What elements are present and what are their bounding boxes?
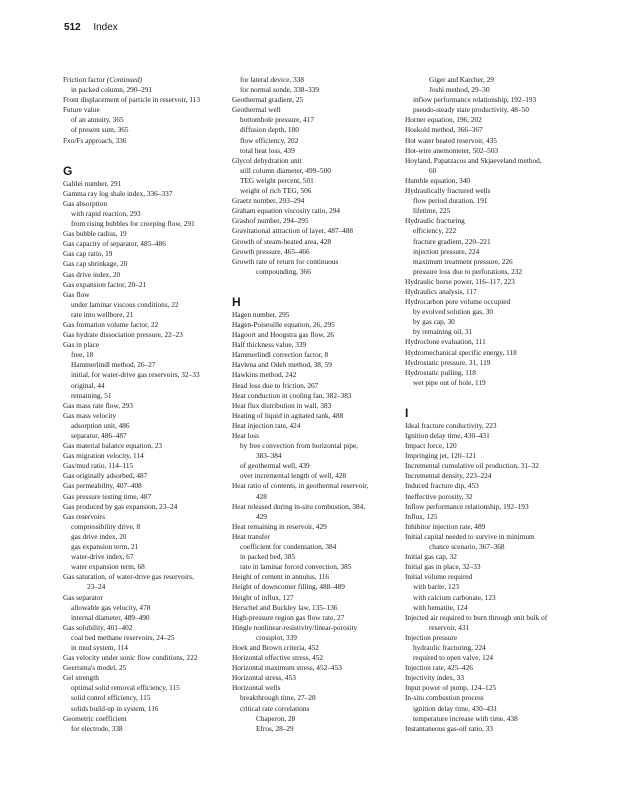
index-entry: Gas cap shrinkage, 20	[63, 259, 128, 269]
index-entry: Impringing jet, 120–121	[405, 451, 477, 461]
index-subentry: with calcium carbonate, 123	[413, 592, 496, 602]
index-entry: High-pressure region gas flow rate, 27	[232, 612, 345, 622]
index-subentry: 429	[256, 511, 267, 521]
index-subentry: fracture gradient, 220–221	[413, 236, 491, 246]
index-entry: Hydrostatic pressure, 31, 119	[405, 357, 491, 367]
index-entry: Hagen number, 295	[232, 309, 290, 319]
index-entry: Hoyland, Papatzacos and Skjaeveland method,	[405, 155, 542, 165]
index-entry: Induced fracture dip, 453	[405, 481, 479, 491]
index-entry: Humble equation, 340	[405, 175, 471, 185]
index-entry: Inflow performance relationship, 192–193	[405, 501, 529, 511]
index-subentry: rate into wellbore, 21	[71, 309, 134, 319]
index-subentry: efficiency, 222	[413, 226, 457, 236]
index-subentry: 428	[256, 491, 267, 501]
index-entry: Heat remaining in reservoir, 429	[232, 521, 327, 531]
index-subentry: chance scenario, 367–368	[429, 542, 505, 552]
index-entry: Hagen-Poiseuille equation, 26, 295	[232, 319, 335, 329]
index-subentry: temperature increase with time, 438	[413, 713, 518, 723]
index-entry: Horizontal wells	[232, 683, 281, 693]
index-subentry: of an annuity, 365	[71, 115, 124, 125]
index-entry: Gel strength	[63, 673, 99, 683]
section-gap	[405, 388, 587, 404]
index-subentry: 60	[429, 165, 437, 175]
index-subentry: with hematite, 124	[413, 602, 468, 612]
index-entry: Hot water heated reservoir, 435	[405, 135, 497, 145]
index-subentry: by free convection from horizontal pipe,	[240, 441, 358, 451]
index-entry: Hoek and Brown criteria, 452	[232, 642, 319, 652]
index-entry: Growth of steam-heated area, 428	[232, 236, 332, 246]
index-subentry: solids build-up in system, 116	[71, 703, 159, 713]
index-entry: Hingle nonlinear-resistivity/linear-porosity	[232, 622, 358, 632]
index-entry: Ineffective porosity, 32	[405, 491, 473, 501]
index-entry: Future value	[63, 105, 100, 115]
index-entry: Gas capacity of separator, 485–486	[63, 239, 166, 249]
index-entry: Injectivity index, 33	[405, 673, 464, 683]
index-entry: Injected air required to burn through unit bulk of	[405, 612, 548, 622]
index-subentry: compounding, 366	[256, 266, 311, 276]
index-entry: Growth rate of return for continuous	[232, 256, 339, 266]
index-entry: Heat loss	[232, 431, 259, 440]
index-subentry: in packed bed, 385	[240, 552, 296, 562]
index-subentry: in packed column, 290–291	[71, 85, 153, 95]
index-subentry: breakthrough time, 27–28	[240, 693, 316, 703]
index-subentry: by evolved solution gas, 30	[413, 307, 494, 317]
index-entry: Gas expansion factor, 20–21	[63, 279, 147, 289]
index-subentry: Giger and Karcher, 29	[429, 75, 494, 84]
index-entry: Initial gas cap, 32	[405, 552, 457, 562]
index-subentry: for electrode, 338	[71, 723, 123, 733]
index-subentry: separator, 486–487	[71, 431, 127, 440]
index-entry: Hydraulic fracturing	[405, 216, 465, 226]
index-entry: Hydraulic horse power, 116–117, 223	[405, 276, 515, 286]
index-subentry: optimal solid removal efficiency, 115	[71, 683, 180, 693]
index-subentry: diffusion depth, 180	[240, 125, 299, 135]
index-entry: Hydrocarbon pore volume occupied	[405, 297, 511, 307]
page-header	[64, 22, 118, 33]
index-entry: Incremental density, 223–224	[405, 471, 492, 481]
index-entry: Inhibitor injection rate, 489	[405, 521, 486, 531]
index-subentry: Efros, 28–29	[256, 723, 294, 733]
index-subentry: by gas cap, 30	[413, 317, 455, 327]
section-gap	[63, 146, 245, 162]
index-entry: Initial gas in place, 32–33	[405, 562, 481, 572]
index-entry: Gas absorption	[63, 198, 107, 208]
index-subentry: gas drive index, 20	[71, 531, 127, 541]
index-entry: Initial volume required	[405, 572, 473, 582]
index-entry: Front displacement of particle in reservoir, 113	[63, 95, 201, 105]
index-subentry: maximum treatment pressure, 226	[413, 256, 513, 266]
index-subentry: still column diameter, 499–500	[240, 165, 331, 175]
index-entry: Horizontal maximum stress, 452–453	[232, 663, 342, 673]
section-letter: I	[405, 405, 409, 420]
index-subentry: pseudo-steady state productivity, 48–50	[413, 105, 529, 115]
index-entry: Gas produced by gas expansion, 23–24	[63, 501, 178, 511]
index-column-1	[63, 75, 245, 734]
index-entry: Gas permeability, 407–408	[63, 481, 142, 491]
index-subentry: solid conrol efficiency, 115	[71, 693, 151, 703]
index-entry: Geertsma's model, 25	[63, 663, 127, 673]
index-subentry: adsorption unit, 486	[71, 420, 130, 430]
index-subentry: for normal sonde, 338–339	[240, 85, 320, 95]
index-entry: Ignition delay time, 430–431	[405, 431, 490, 440]
index-subentry: water-drive index, 67	[71, 552, 134, 562]
index-subentry: injection pressure, 224	[413, 246, 480, 256]
index-subentry: allowable gas velocity, 478	[71, 602, 151, 612]
index-entry: Havlena and Odeh method, 38, 59	[232, 360, 332, 370]
index-subentry: in mud system, 114	[71, 642, 128, 652]
index-entry: Gas migration velocity, 114	[63, 451, 144, 461]
index-subentry: Hammerlindl method, 26–27	[71, 360, 156, 370]
index-entry: Horizontal stress, 453	[232, 673, 296, 683]
index-entry: Gas saturation, of water-drive gas reservoirs,	[63, 572, 194, 582]
index-entry: Gas mass rate flow, 293	[63, 400, 133, 410]
index-subentry: original, 44	[71, 380, 105, 390]
index-entry: Hoskold method, 366–367	[405, 125, 483, 135]
index-entry: Hawkins method, 242	[232, 370, 297, 380]
index-entry: Hydraulics analysis, 117	[405, 286, 477, 296]
index-entry: Head loss due to friction, 267	[232, 380, 319, 390]
index-entry: Horizontal effective stress, 452	[232, 653, 324, 663]
index-entry: Hydroclone evaluation, 111	[405, 337, 486, 347]
index-subentry: free, 18	[71, 350, 94, 360]
index-entry: Height of influx, 127	[232, 592, 294, 602]
index-subentry: lifetime, 225	[413, 206, 451, 216]
index-entry: Heat injection rate, 424	[232, 420, 301, 430]
index-subentry: with rapid reaction, 293	[71, 208, 141, 218]
index-subentry: internal diameter, 489–490	[71, 612, 150, 622]
running-title: Index	[93, 22, 118, 33]
index-entry: Heat transfer	[232, 531, 270, 541]
index-subentry: bottomhole pressure, 417	[240, 115, 314, 125]
section-letter: G	[63, 163, 73, 178]
index-entry: Galilei number, 291	[63, 178, 122, 188]
index-entry: Horner equation, 196, 202	[405, 115, 482, 125]
section-gap	[232, 277, 414, 293]
index-entry: Heating of liquid in agitated tank, 488	[232, 410, 344, 420]
index-entry: Ideal fracture conductivity, 223	[405, 420, 497, 430]
index-entry: Half thickness value, 339	[232, 340, 307, 350]
index-entry: Gas velocity under sonic flow conditions, 222	[63, 653, 198, 663]
index-subentry: Joshi method, 29–30	[429, 85, 490, 95]
index-subentry: gas expansion term, 21	[71, 542, 139, 552]
index-entry: Height of downcomer filling, 488–489	[232, 582, 345, 592]
index-subentry: initial, for water-drive gas reservoirs, 32–33	[71, 370, 200, 380]
index-entry: Incremental cumulative oil production, 31–32	[405, 461, 539, 471]
page-number: 512	[64, 22, 81, 33]
index-entry: Graham equation viscosity ratio, 294	[232, 206, 341, 216]
index-subentry: from rising bubbles for creeping flow, 291	[71, 219, 195, 229]
index-entry: Instantaneous gas-oil ratio, 33	[405, 723, 493, 733]
index-subentry: coefficient for condensation, 384	[240, 542, 337, 552]
index-subentry: hydraulic fracturing, 224	[413, 642, 486, 652]
index-entry: Gas solubility, 401–402	[63, 622, 133, 632]
index-entry: Grashof number, 294–295	[232, 216, 309, 226]
index-entry: Friction factor (Continued)	[63, 75, 143, 84]
index-entry: Hydraulically fractured wells	[405, 186, 491, 196]
index-entry: Hydrostatic pulling, 118	[405, 367, 476, 377]
index-entry: Gamma ray log shale index, 336–337	[63, 188, 173, 198]
index-column-2	[232, 75, 414, 734]
index-entry: Fxo/Fs approach, 336	[63, 135, 127, 145]
index-subentry: under laminar viscous conditions, 22	[71, 299, 179, 309]
index-entry: Gas drive index, 20	[63, 269, 121, 279]
index-entry: Gas in place	[63, 340, 100, 350]
index-entry: Initial capital needed to survive in minimum	[405, 531, 535, 541]
index-subentry: coal bed methane reservoirs, 24–25	[71, 632, 175, 642]
index-entry: Heat flux distribution in wall, 383	[232, 400, 332, 410]
index-entry: Gas bubble radius, 19	[63, 229, 127, 239]
index-entry: Glycol dehydration unit	[232, 155, 302, 165]
index-subentry: of present sum, 365	[71, 125, 129, 135]
index-subentry: of geothermal well, 439	[240, 461, 310, 471]
index-subentry: with barite, 123	[413, 582, 460, 592]
index-entry: Herschel and Buckley law, 135–136	[232, 602, 338, 612]
index-entry: Injection rate, 425–426	[405, 663, 473, 673]
index-entry: Geothermal gradient, 25	[232, 95, 304, 105]
index-entry: Hot-wire anemometer, 502–503	[405, 145, 499, 155]
index-subentry: reservoir, 431	[429, 622, 470, 632]
index-entry: Hydromechanical specific energy, 118	[405, 347, 517, 357]
index-entry: Gas pressure testing time, 487	[63, 491, 152, 501]
index-entry: Gas originally adsorbed, 487	[63, 471, 148, 481]
index-entry: Geometric coefficient	[63, 713, 127, 723]
index-entry: Gas reservoirs	[63, 511, 105, 521]
index-entry: Impact force, 120	[405, 441, 457, 451]
index-subentry: ignition delay time, 430–431	[413, 703, 498, 713]
index-subentry: rate in laminar forced convection, 385	[240, 562, 352, 572]
index-subentry: remaining, 51	[71, 390, 112, 400]
index-entry: Gravitational attraction of layer, 487–488	[232, 226, 354, 236]
index-entry: Gas separator	[63, 592, 103, 602]
index-column-3	[405, 75, 587, 734]
index-subentry: pressure loss due to perforations, 232	[413, 266, 523, 276]
index-subentry: compressibility drive, 8	[71, 521, 141, 531]
index-subentry: flow period duration, 191	[413, 196, 488, 206]
index-subentry: Chaperon, 28	[256, 713, 296, 723]
index-entry: Gas cap ratio, 19	[63, 249, 113, 259]
section-letter: H	[232, 294, 241, 309]
index-entry: Gas flow	[63, 289, 90, 299]
index-subentry: required to open valve, 124	[413, 653, 494, 663]
index-subentry: by remaining oil, 31	[413, 327, 473, 337]
index-subentry: critical rate correlations	[240, 703, 310, 713]
index-subentry: water expansion term, 68	[71, 562, 145, 572]
index-entry: Gas/mud ratio, 114–115	[63, 461, 134, 471]
index-entry: Height of cement in annulus, 116	[232, 572, 330, 582]
index-entry: Hagoort and Hoogstra gas flow, 26	[232, 330, 335, 340]
index-subentry: 383–384	[256, 451, 282, 461]
index-entry: Input power of pump, 124–125	[405, 683, 496, 693]
index-entry: Gas mass velocity	[63, 410, 117, 420]
index-subentry: 23–24	[87, 582, 106, 592]
index-entry: Influx, 125	[405, 511, 438, 521]
index-entry: Geothermal well	[232, 105, 281, 115]
index-subentry: crossplot, 339	[256, 632, 297, 642]
index-entry: Heat released during in-situ combustion, 384,	[232, 501, 366, 511]
index-entry: Heat conduction in cooling fan, 382–383	[232, 390, 352, 400]
index-entry: Gas formation volume factor, 22	[63, 319, 159, 329]
index-subentry: for lateral device, 338	[240, 75, 305, 84]
index-entry: Heat ratio of contents, in geothermal reservoir,	[232, 481, 369, 491]
index-entry: Hammerlindl correction factor, 8	[232, 350, 329, 360]
index-subentry: weight of rich TEG, 506	[240, 186, 312, 196]
index-subentry: total heat loss, 439	[240, 145, 295, 155]
index-entry: Injection pressure	[405, 632, 458, 642]
index-subentry: TEG weight percent, 501	[240, 175, 314, 185]
index-entry: Graetz number, 293–294	[232, 196, 305, 206]
index-subentry: flow efficiency, 202	[240, 135, 299, 145]
index-subentry: inflow performance relationship, 192–193	[413, 95, 537, 105]
index-entry: In-situ combustion process	[405, 693, 484, 703]
index-subentry: over incremental length of well, 428	[240, 471, 347, 481]
index-entry: Gas hydrate dissociation pressure, 22–23	[63, 330, 183, 340]
index-entry: Gas material balance equation, 23	[63, 441, 163, 451]
index-subentry: wet pipe out of hole, 119	[413, 377, 486, 387]
index-entry: Growth pressure, 465–466	[232, 246, 310, 256]
